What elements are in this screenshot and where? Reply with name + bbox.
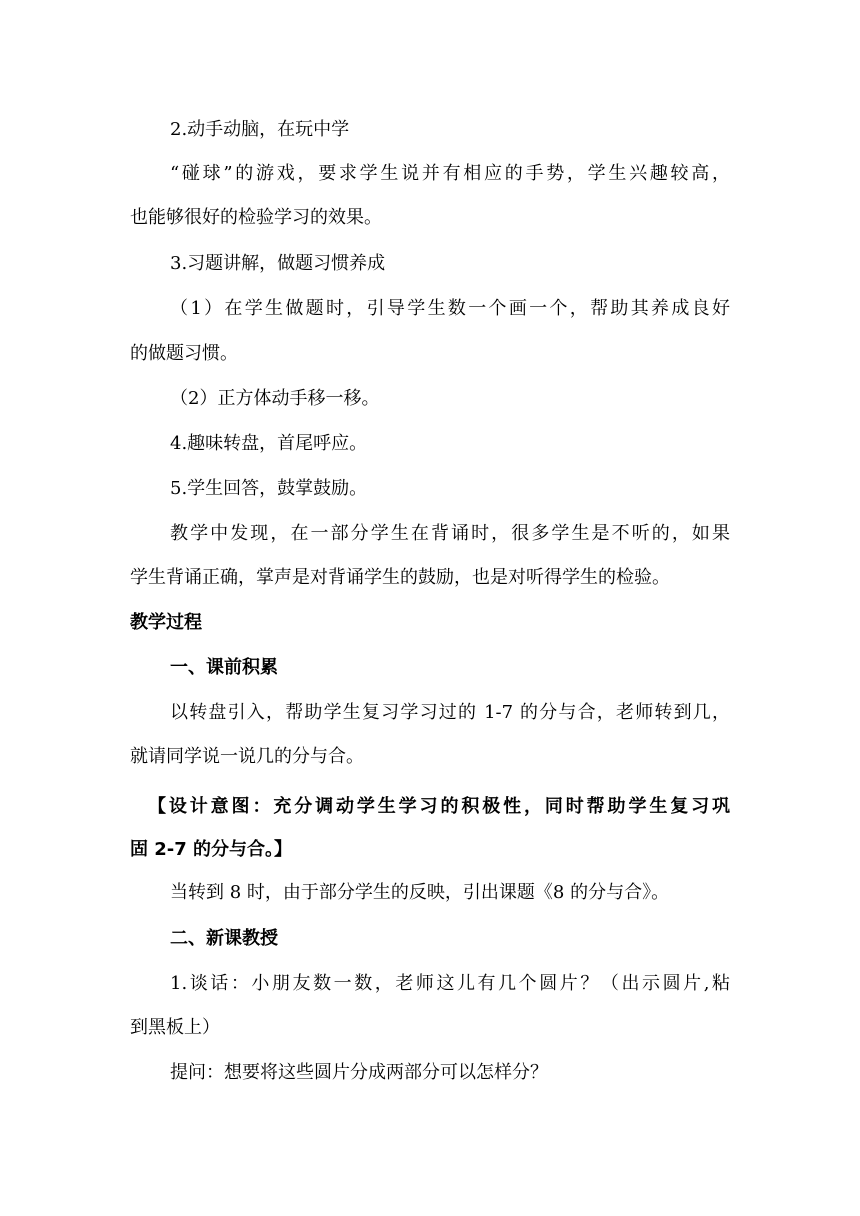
subheading-new-lesson: 二、新课教授 [170, 928, 278, 949]
paragraph-discovery-cont: 学生背诵正确，掌声是对背诵学生的鼓励，也是对听得学生的检验。 [130, 567, 670, 588]
paragraph-turntable-intro: 以转盘引入，帮助学生复习学习过的 1-7 的分与合，老师转到几， [170, 702, 730, 723]
paragraph-exercise-2: （2）正方体动手移一移。 [170, 388, 380, 409]
design-intent-line2: 固 2-7 的分与合。】 [130, 839, 293, 860]
section-heading-teaching-process: 教学过程 [130, 612, 202, 633]
paragraph-talk-cont: 到黑板上） [130, 1017, 220, 1038]
paragraph-exercise-1-cont: 的做题习惯。 [130, 343, 238, 364]
paragraph-item-5: 5.学生回答，鼓掌鼓励。 [170, 478, 368, 499]
paragraph-item-3: 3.习题讲解，做题习惯养成 [170, 253, 386, 274]
paragraph-discovery: 教学中发现，在一部分学生在背诵时，很多学生是不听的，如果 [170, 523, 730, 544]
subheading-pre-class: 一、课前积累 [170, 657, 278, 678]
paragraph-item-2: 2.动手动脑，在玩中学 [170, 119, 350, 140]
paragraph-exercise-1: （1）在学生做题时，引导学生数一个画一个，帮助其养成良好 [170, 298, 730, 319]
paragraph-bump-ball-game-cont: 也能够很好的检验学习的效果。 [130, 207, 382, 228]
paragraph-bump-ball-game: “碰球”的游戏，要求学生说并有相应的手势，学生兴趣较高， [170, 163, 730, 184]
design-intent-line1: 【设计意图：充分调动学生学习的积极性，同时帮助学生复习巩 [148, 796, 730, 817]
paragraph-question: 提问：想要将这些圆片分成两部分可以怎样分？ [170, 1062, 548, 1083]
paragraph-talk: 1.谈话：小朋友数一数，老师这儿有几个圆片？（出示圆片,粘 [170, 973, 730, 994]
paragraph-turntable-intro-cont: 就请同学说一说几的分与合。 [130, 746, 364, 767]
paragraph-lesson-title: 当转到 8 时，由于部分学生的反映，引出课题《8 的分与合》。 [170, 882, 670, 903]
paragraph-item-4: 4.趣味转盘，首尾呼应。 [170, 433, 368, 454]
